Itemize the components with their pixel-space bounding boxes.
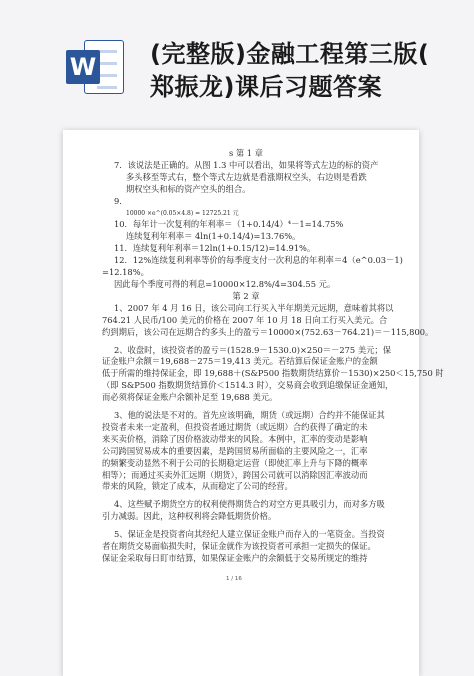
body-line: 10．每年计一次复利的年利率＝（1+0.14/4）⁴－1=14.75% — [114, 219, 344, 230]
body-line: 证金账户余额＝19,688－275＝19,413 美元。若结算后保证金账户的金额 — [102, 356, 378, 367]
body-line: 公司跨国贸易成本的重要因素，是跨国贸易所面临的主要风险之一，汇率 — [102, 445, 368, 456]
body-line: 而必须将保证金账户余额补足至 19,688 美元。 — [102, 392, 278, 403]
body-line: 7．该说法是正确的。从图 1.3 中可以看出，如果将等式左边的标的资产 — [114, 159, 379, 170]
body-line: =12.18%。 — [102, 267, 149, 278]
body-line: （即 S&P500 指数期货结算价＜1514.3 时），交易商会收到追缴保证金通知， — [102, 380, 394, 391]
page-title — [150, 38, 450, 104]
body-line: 1、2007 年 4 月 16 日，该公司向工行买入半年期美元远期，意味着其将以 — [114, 302, 394, 313]
page-title-line-2: 郑振龙)课后习题答案 — [150, 73, 382, 101]
body-line: 10000 ×e^(0.05×4.8) = 12725.21 元 — [126, 209, 239, 217]
word-icon-letter: W — [66, 50, 100, 84]
body-line: 来买卖价格，消除了因价格波动带来的风险。本例中，汇率的变动是影响 — [102, 433, 368, 444]
body-line: 的频繁变动显然不利于公司的长期稳定运营（即使汇率上升与下降的概率 — [102, 457, 368, 468]
body-line: 2、收盘时，该投资者的盈亏＝(1528.9－1530.0)×250＝－275 美元；保 — [114, 344, 392, 355]
body-line: 9． — [114, 195, 128, 206]
body-line: 带来的风险，锁定了成本，从而稳定了公司的经营。 — [102, 481, 293, 492]
body-line: 者在期货交易面临损失时，保证金就作为该投资者可承担一定损失的保证。 — [102, 541, 376, 552]
word-icon — [66, 38, 126, 100]
document-header — [0, 0, 474, 120]
body-line: 12．12%连续复利利率等价的每季度支付一次利息的年利率＝4（e^0.03－1) — [114, 255, 403, 266]
body-line: 低于所需的维持保证金，即 19,688＋(S&P500 指数期货结算价－1530)×250＜15,750 时 — [102, 368, 444, 379]
body-line: 第 2 章 — [232, 290, 260, 301]
body-line: 期权空头和标的资产空头的组合。 — [126, 183, 251, 194]
body-line: 764.21 人民币/100 美元的价格在 2007 年 10 月 18 日向工行买入美元。合 — [102, 314, 388, 325]
body-line: s 第 1 章 — [228, 148, 264, 158]
body-line: 4、这些赋予期货空方的权利使得期货合约对空方更具吸引力，而对多方吸 — [114, 499, 385, 510]
body-line: 投资者未来一定盈利，但投资者通过期货（或远期）合约获得了确定的未 — [102, 421, 368, 432]
body-line: 5、保证金是投资者向其经纪人建立保证金账户而存入的一笔资金。当投资 — [114, 529, 385, 540]
body-line: 3、他的说法是不对的。首先应该明确，期货（或远期）合约并不能保证其 — [114, 410, 385, 421]
body-line: 引力减弱。因此，这种权利将会降低期货价格。 — [102, 511, 277, 522]
body-line: 连续复利年利率＝ 4ln(1+0.14/4)=13.76%。 — [126, 231, 301, 242]
body-line: 多头移至等式右，整个等式左边就是看涨期权空头，右边则是看跌 — [126, 171, 367, 182]
body-line: 11．连续复利年利率＝12ln(1+0.15/12)=14.91%。 — [114, 243, 316, 254]
body-line: 保证金采取每日盯市结算，如果保证金账户的余额低于交易所规定的维持 — [102, 553, 368, 563]
body-line: 相等）；而通过买卖外汇远期（期货），跨国公司就可以消除因汇率波动而 — [102, 469, 368, 480]
page-number: 1 / 16 — [226, 576, 242, 582]
page-title-line-1: (完整版)金融工程第三版( — [150, 40, 430, 68]
body-line: 约到期后，该公司在远期合约多头上的盈亏＝10000×(752.63－764.21)＝－115,800。 — [102, 326, 434, 337]
body-line: 因此每个季度可得的利息=10000×12.8%/4=304.55 元。 — [114, 278, 336, 289]
document-body — [102, 148, 444, 565]
